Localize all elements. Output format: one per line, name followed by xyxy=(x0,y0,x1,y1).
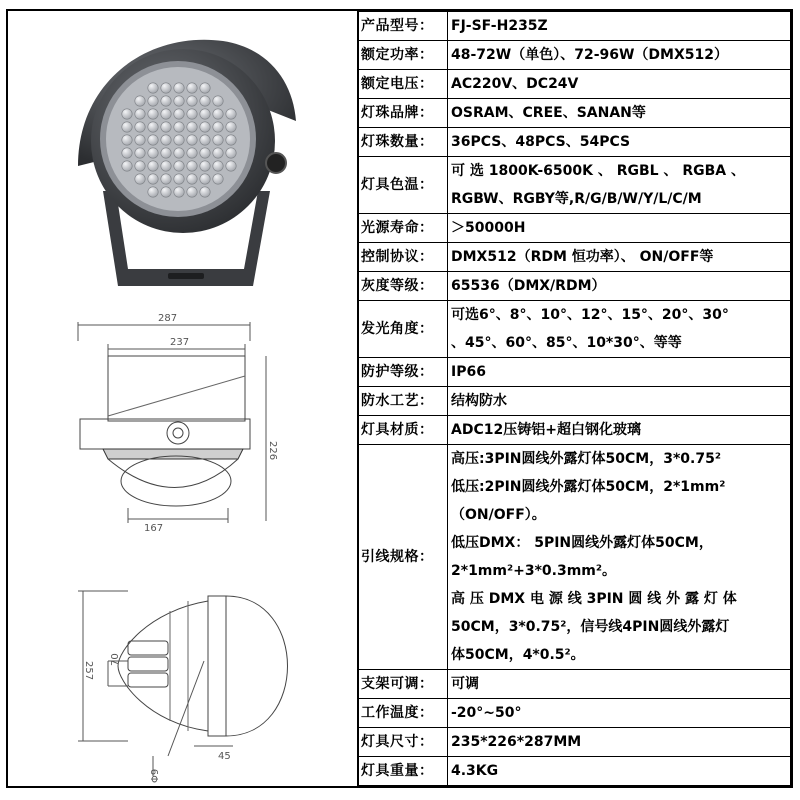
spec-value-line: 48-72W（单色）、72-96W（DMX512） xyxy=(451,47,729,63)
led-bead-icon xyxy=(174,174,184,184)
spec-value xyxy=(448,445,791,670)
led-bead-icon xyxy=(200,96,210,106)
spec-value-line: 高 压 DMX 电 源 线 3PIN 圆 线 外 露 灯 体 xyxy=(451,591,737,607)
led-bead-icon xyxy=(148,135,158,145)
led-bead-icon xyxy=(187,109,197,119)
spec-label: 灯珠数量： xyxy=(358,128,448,157)
spec-value-line: AC220V、DC24V xyxy=(451,76,579,92)
floodlight-photo-icon xyxy=(78,40,296,286)
spec-row xyxy=(358,157,791,214)
led-bead-icon xyxy=(187,122,197,132)
spec-value-line: ADC12压铸铝+超白钢化玻璃 xyxy=(451,422,641,438)
led-bead-icon xyxy=(174,135,184,145)
led-bead-icon xyxy=(148,83,158,93)
led-bead-icon xyxy=(213,135,223,145)
spec-value xyxy=(448,699,791,728)
spec-label: 控制协议： xyxy=(358,243,448,272)
spec-label: 光源寿命： xyxy=(358,214,448,243)
led-bead-icon xyxy=(174,148,184,158)
led-bead-icon xyxy=(135,109,145,119)
spec-label: 灯具尺寸： xyxy=(358,728,448,757)
led-bead-icon xyxy=(187,174,197,184)
led-bead-icon xyxy=(148,148,158,158)
led-bead-icon xyxy=(135,148,145,158)
led-bead-icon xyxy=(174,161,184,171)
spec-row xyxy=(358,416,791,445)
led-bead-icon xyxy=(161,122,171,132)
led-bead-icon xyxy=(122,148,132,158)
spec-value-line: 可选6°、8°、10°、12°、15°、20°、30° xyxy=(451,307,729,323)
illustration-canvas xyxy=(8,11,357,786)
led-bead-icon xyxy=(135,96,145,106)
side-dimension-drawing xyxy=(78,591,288,776)
led-bead-icon xyxy=(187,148,197,158)
spec-value-line: DMX512（RDM 恒功率）、 ON/OFF等 xyxy=(451,249,714,265)
spec-value xyxy=(448,728,791,757)
led-bead-icon xyxy=(161,174,171,184)
spec-table xyxy=(357,11,791,786)
dim-side-bottom: 45 xyxy=(218,751,231,762)
spec-value xyxy=(448,416,791,445)
spec-row xyxy=(358,445,791,670)
spec-value-line: 结构防水 xyxy=(451,393,507,409)
led-bead-icon xyxy=(226,109,236,119)
spec-table-body xyxy=(358,12,791,786)
led-bead-icon xyxy=(161,96,171,106)
spec-value xyxy=(448,358,791,387)
spec-value-line: 2*1mm²+3*0.3mm²。 xyxy=(451,563,617,579)
spec-row xyxy=(358,728,791,757)
spec-value xyxy=(448,157,791,214)
spec-label: 支架可调： xyxy=(358,670,448,699)
spec-value xyxy=(448,301,791,358)
led-bead-icon xyxy=(226,148,236,158)
led-bead-icon xyxy=(200,174,210,184)
dim-front-height: 226 xyxy=(267,441,278,461)
led-bead-icon xyxy=(200,83,210,93)
spec-value-line: 体50CM，4*0.5²。 xyxy=(451,647,585,663)
led-bead-icon xyxy=(161,135,171,145)
spec-value xyxy=(448,757,791,786)
spec-value xyxy=(448,214,791,243)
spec-value-line: RGBW、RGBY等,R/G/B/W/Y/L/C/M xyxy=(451,191,702,207)
led-bead-icon xyxy=(187,135,197,145)
spec-row xyxy=(358,301,791,358)
led-bead-icon xyxy=(213,122,223,132)
spec-value xyxy=(448,70,791,99)
spec-value-line: 50CM，3*0.75²，信号线4PIN圆线外露灯 xyxy=(451,619,730,635)
led-bead-icon xyxy=(213,174,223,184)
led-bead-icon xyxy=(200,135,210,145)
spec-value-line: 高压:3PIN圆线外露灯体50CM，3*0.75² xyxy=(451,451,721,467)
led-bead-icon xyxy=(135,122,145,132)
led-bead-icon xyxy=(148,96,158,106)
spec-row xyxy=(358,128,791,157)
dim-front-outer-width: 287 xyxy=(158,313,178,324)
led-bead-icon xyxy=(200,187,210,197)
spec-label: 产品型号： xyxy=(358,12,448,41)
led-bead-icon xyxy=(174,187,184,197)
led-bead-icon xyxy=(148,174,158,184)
led-bead-icon xyxy=(161,109,171,119)
led-bead-icon xyxy=(161,187,171,197)
led-bead-icon xyxy=(174,96,184,106)
spec-value xyxy=(448,272,791,301)
led-bead-icon xyxy=(226,122,236,132)
spec-value-line: 可调 xyxy=(451,676,479,692)
spec-value-line: FJ-SF-H235Z xyxy=(451,18,548,34)
spec-value xyxy=(448,41,791,70)
led-bead-icon xyxy=(148,161,158,171)
led-bead-icon xyxy=(122,161,132,171)
spec-value-line: 可 选 1800K-6500K 、 RGBL 、 RGBA 、 xyxy=(451,163,745,179)
adjust-knob-icon xyxy=(266,153,286,173)
spec-value-line: 低压:2PIN圆线外露灯体50CM，2*1mm² xyxy=(451,479,726,495)
spec-value-line: 低压DMX： 5PIN圆线外露灯体50CM， xyxy=(451,535,713,551)
spec-value xyxy=(448,387,791,416)
led-bead-icon xyxy=(135,161,145,171)
led-bead-icon xyxy=(187,96,197,106)
led-bead-icon xyxy=(135,174,145,184)
spec-row xyxy=(358,70,791,99)
spec-value xyxy=(448,99,791,128)
led-bead-icon xyxy=(174,122,184,132)
spec-value-line: 36PCS、48PCS、54PCS xyxy=(451,134,631,150)
spec-row xyxy=(358,670,791,699)
spec-label: 防水工艺： xyxy=(358,387,448,416)
spec-value-line: 235*226*287MM xyxy=(451,734,582,750)
spec-row xyxy=(358,214,791,243)
spec-label: 防护等级： xyxy=(358,358,448,387)
spec-value-line: 、45°、60°、85°、10*30°、等等 xyxy=(451,335,682,351)
spec-row xyxy=(358,757,791,786)
led-bead-icon xyxy=(161,83,171,93)
dim-front-base: 167 xyxy=(144,523,164,534)
dim-side-diameter: Φ9 xyxy=(150,768,161,783)
dim-front-inner-width: 237 xyxy=(170,337,190,348)
led-bead-icon xyxy=(161,161,171,171)
led-bead-icon xyxy=(213,96,223,106)
spec-value xyxy=(448,243,791,272)
spec-label: 灯珠品牌： xyxy=(358,99,448,128)
dim-side-small: 70 xyxy=(110,653,121,666)
spec-value-line: -20°~50° xyxy=(451,705,522,721)
led-bead-icon xyxy=(148,187,158,197)
led-bead-icon xyxy=(200,148,210,158)
led-bead-icon xyxy=(200,122,210,132)
led-bead-icon xyxy=(161,148,171,158)
led-bead-icon xyxy=(148,122,158,132)
spec-label: 灯具材质： xyxy=(358,416,448,445)
spec-value xyxy=(448,128,791,157)
led-array xyxy=(122,83,236,197)
led-bead-icon xyxy=(187,83,197,93)
spec-label: 工作温度： xyxy=(358,699,448,728)
spec-value xyxy=(448,12,791,41)
led-bead-icon xyxy=(226,135,236,145)
spec-row xyxy=(358,12,791,41)
led-bead-icon xyxy=(226,161,236,171)
spec-value-line: （ON/OFF）。 xyxy=(451,507,546,523)
spec-label: 额定功率： xyxy=(358,41,448,70)
spec-label: 发光角度： xyxy=(358,301,448,358)
spec-value xyxy=(448,670,791,699)
led-bead-icon xyxy=(187,161,197,171)
led-bead-icon xyxy=(200,109,210,119)
spec-row xyxy=(358,387,791,416)
led-bead-icon xyxy=(174,109,184,119)
spec-value-line: 4.3KG xyxy=(451,763,499,779)
led-bead-icon xyxy=(213,161,223,171)
led-bead-icon xyxy=(200,161,210,171)
spec-value-line: OSRAM、CREE、SANAN等 xyxy=(451,105,646,121)
spec-row xyxy=(358,243,791,272)
led-bead-icon xyxy=(213,109,223,119)
led-bead-icon xyxy=(148,109,158,119)
spec-label: 灯具色温： xyxy=(358,157,448,214)
spec-label: 引线规格： xyxy=(358,445,448,670)
spec-value-line: ＞50000H xyxy=(451,220,526,236)
spec-row xyxy=(358,699,791,728)
spec-label: 灰度等级： xyxy=(358,272,448,301)
spec-value-line: IP66 xyxy=(451,364,486,380)
led-bead-icon xyxy=(213,148,223,158)
spec-label: 额定电压： xyxy=(358,70,448,99)
spec-row xyxy=(358,358,791,387)
spec-value-line: 65536（DMX/RDM） xyxy=(451,278,606,294)
front-dimension-drawing xyxy=(78,322,266,523)
led-bead-icon xyxy=(122,122,132,132)
spec-row xyxy=(358,41,791,70)
led-bead-icon xyxy=(135,135,145,145)
bracket-slot xyxy=(168,273,204,279)
spec-row xyxy=(358,272,791,301)
product-illustration-panel xyxy=(8,11,359,786)
spec-label: 灯具重量： xyxy=(358,757,448,786)
spec-row xyxy=(358,99,791,128)
led-bead-icon xyxy=(187,187,197,197)
led-bead-icon xyxy=(122,109,132,119)
dim-side-height: 257 xyxy=(83,661,94,681)
spec-sheet xyxy=(6,9,793,788)
led-bead-icon xyxy=(122,135,132,145)
led-bead-icon xyxy=(174,83,184,93)
